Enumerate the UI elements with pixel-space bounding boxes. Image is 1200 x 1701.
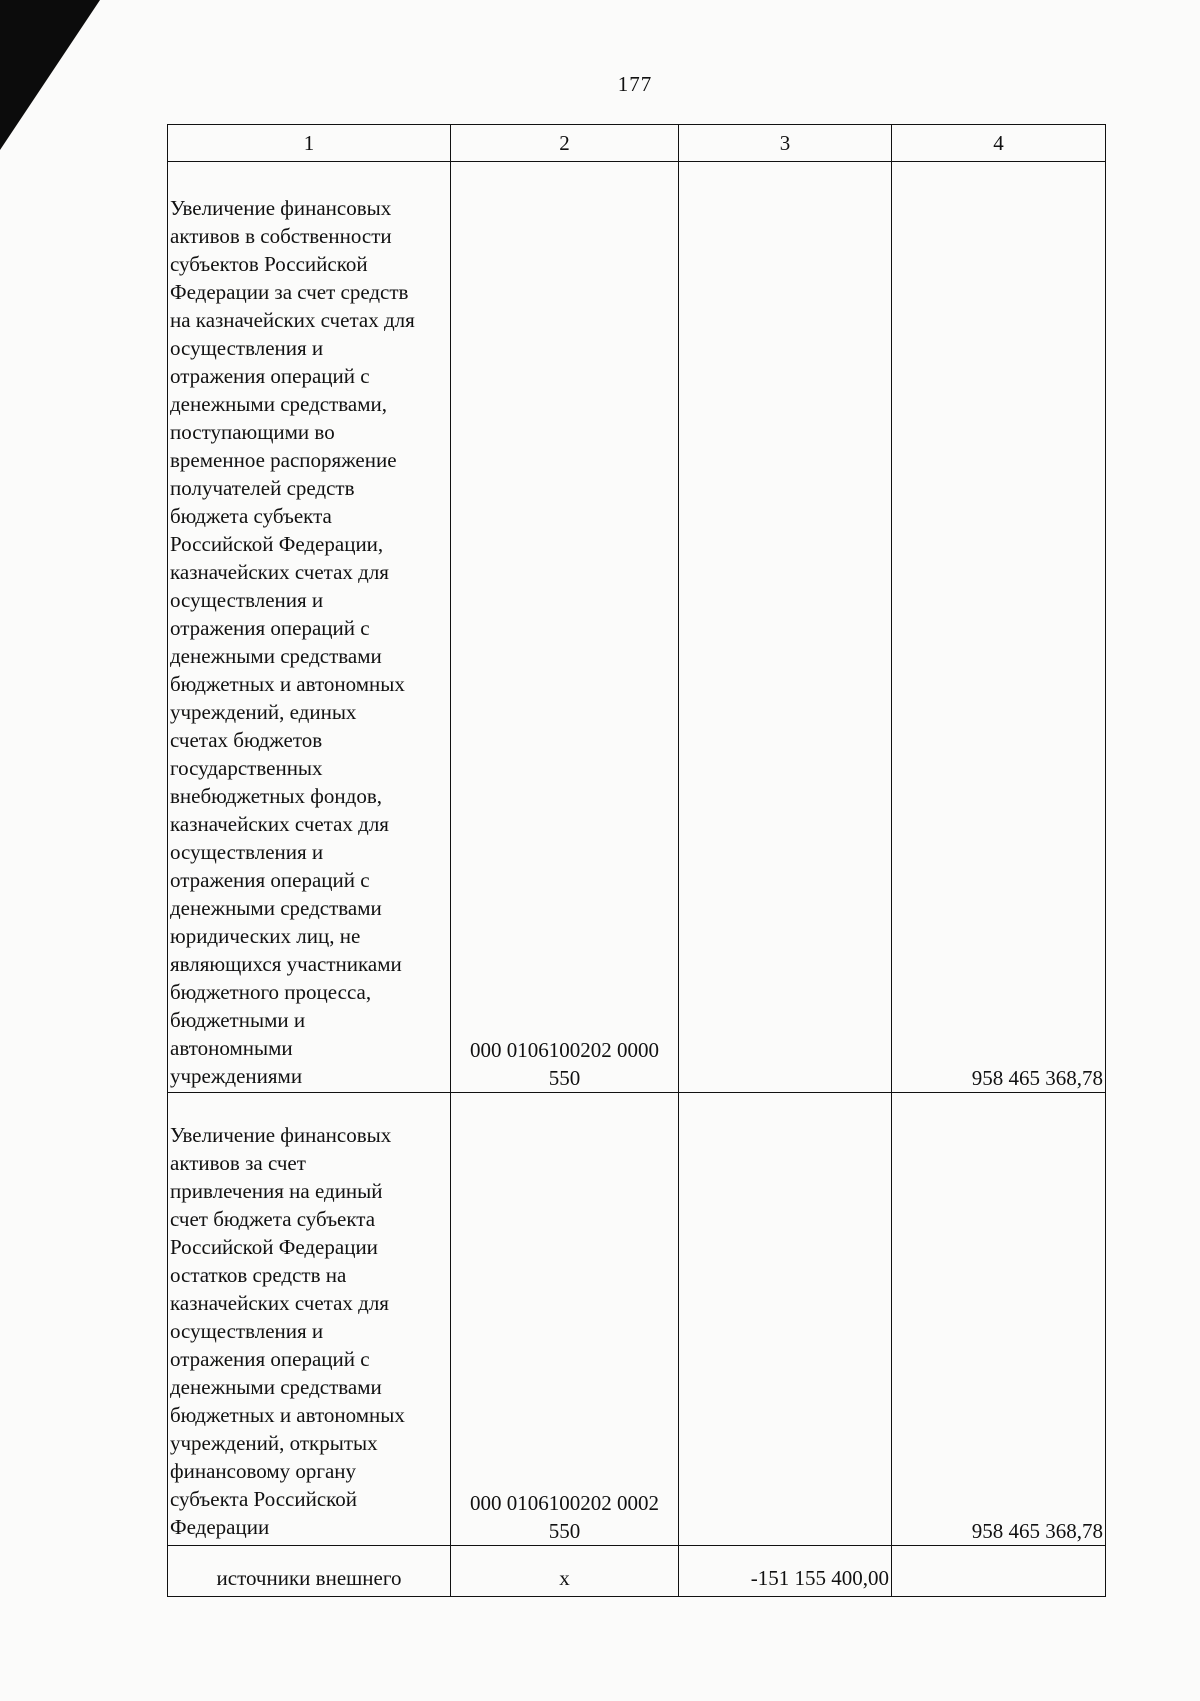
- row-col3: [679, 1093, 892, 1546]
- row-amount: 958 465 368,78: [892, 162, 1106, 1093]
- column-header-3: 3: [679, 125, 892, 162]
- row-name-cell: [168, 162, 451, 1093]
- row-name: источники внешнего: [168, 1546, 451, 1597]
- row-amount: 958 465 368,78: [892, 1093, 1106, 1546]
- row-code: 000 0106100202 0000 550: [470, 1038, 659, 1090]
- row-code-cell: [451, 1093, 679, 1546]
- table-row: [168, 162, 1106, 1093]
- column-header-2: 2: [451, 125, 679, 162]
- row-col3: [679, 162, 892, 1093]
- budget-table: [167, 124, 1106, 1597]
- row-code-cell: [451, 162, 679, 1093]
- row-name: Увеличение финансовых активов в собственности субъектов Российской Федерации за счет средств на казначейских счетах для осуществления и отражения операций с денежными средствами, поступающими во временное распоряжение получателей средств бюджета субъекта Российской Федерации, казначейских счетах для осуществления и отражения операций с денежными средствами бюджетных и автономных учреждений, единых счетах бюджетов государственных внебюджетных фондов, казначейских счетах для осуществления и отражения операций с денежными средствами юридических лиц, не являющихся участниками бюджетного процесса, бюджетными и автономными учреждениями: [170, 196, 415, 1088]
- table-header-row: [168, 125, 1106, 162]
- column-header-4: 4: [892, 125, 1106, 162]
- row-name-cell: [168, 1093, 451, 1546]
- table-row: [168, 1546, 1106, 1597]
- row-code: 000 0106100202 0002 550: [470, 1491, 659, 1543]
- row-col3: -151 155 400,00: [679, 1546, 892, 1597]
- row-code: x: [451, 1546, 679, 1597]
- page-number: 177: [617, 72, 653, 96]
- row-name: Увеличение финансовых активов за счет привлечения на единый счет бюджета субъекта Российской Федерации остатков средств на казначейских счетах для осуществления и отражения операций с денежными средствами бюджетных и автономных учреждений, открытых финансовому органу субъекта Российской Федерации: [170, 1123, 405, 1539]
- column-header-1: 1: [168, 125, 451, 162]
- table-row: [168, 1093, 1106, 1546]
- row-amount: [892, 1546, 1106, 1597]
